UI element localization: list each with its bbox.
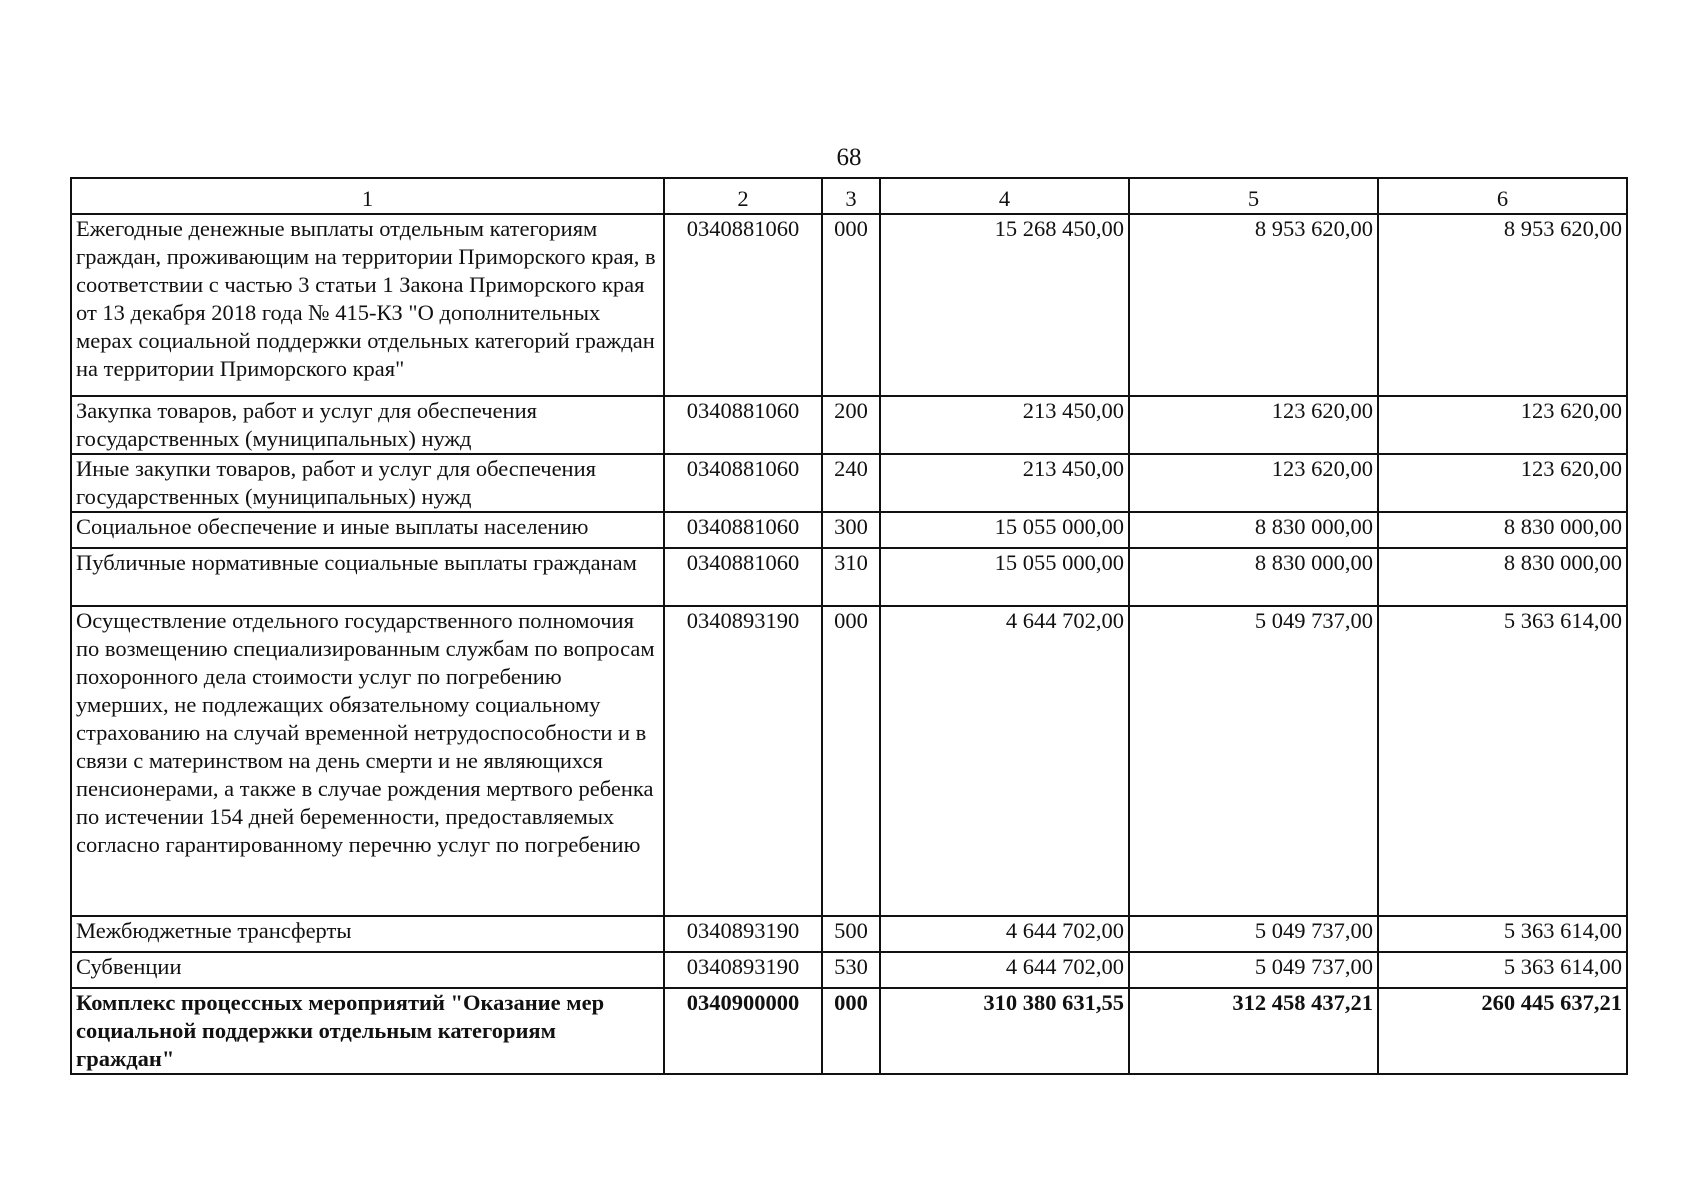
row-value-6: 123 620,00 [1378,396,1627,454]
row-expense-type: 240 [822,454,880,512]
row-code: 0340881060 [664,548,822,606]
row-value-4: 15 055 000,00 [880,512,1129,548]
row-value-6: 5 363 614,00 [1378,916,1627,952]
row-value-6: 8 830 000,00 [1378,512,1627,548]
row-value-5: 5 049 737,00 [1129,952,1378,988]
row-value-6: 5 363 614,00 [1378,606,1627,916]
row-value-4: 213 450,00 [880,396,1129,454]
row-expense-type: 000 [822,214,880,396]
column-number: 5 [1129,178,1378,214]
row-expense-type: 500 [822,916,880,952]
row-value-4: 15 055 000,00 [880,548,1129,606]
column-number: 3 [822,178,880,214]
row-value-5: 8 830 000,00 [1129,512,1378,548]
row-code: 0340881060 [664,454,822,512]
table-row [71,396,1627,454]
table-row [71,916,1627,952]
row-name: Осуществление отдельного государственного полномочия по возмещению специализированным службам по вопросам похоронного дела стоимости услуг по погребению умерших, не подлежащих обязательному социальному страхованию на случай временной нетрудоспособности и в связи с материнством на день смерти и не являющихся пенсионерами, а также в случае рождения мертвого ребенка по истечении 154 дней беременности, предоставляемых согласно гарантированному перечню услуг по погребению [71,606,664,916]
row-expense-type: 530 [822,952,880,988]
row-code: 0340893190 [664,916,822,952]
row-value-5: 123 620,00 [1129,396,1378,454]
row-value-5: 5 049 737,00 [1129,606,1378,916]
row-code: 0340900000 [664,988,822,1074]
table-row [71,214,1627,396]
column-number: 6 [1378,178,1627,214]
budget-table [70,177,1628,1075]
table-row [71,512,1627,548]
column-number: 2 [664,178,822,214]
row-name: Субвенции [71,952,664,988]
row-name: Закупка товаров, работ и услуг для обеспечения государственных (муниципальных) нужд [71,396,664,454]
row-value-6: 8 830 000,00 [1378,548,1627,606]
row-value-6: 123 620,00 [1378,454,1627,512]
row-expense-type: 310 [822,548,880,606]
row-expense-type: 200 [822,396,880,454]
page-number: 68 [836,144,862,171]
row-name: Межбюджетные трансферты [71,916,664,952]
row-value-5: 5 049 737,00 [1129,916,1378,952]
row-name: Ежегодные денежные выплаты отдельным категориям граждан, проживающим на территории Приморского края, в соответствии с частью 3 статьи 1 Закона Приморского края от 13 декабря 2018 года № 415-КЗ "О дополнительных мерах социальной поддержки отдельных категорий граждан на территории Приморского края" [71,214,664,396]
row-code: 0340881060 [664,512,822,548]
column-number: 1 [71,178,664,214]
column-number-row [71,178,1627,214]
row-code: 0340893190 [664,606,822,916]
row-value-6: 8 953 620,00 [1378,214,1627,396]
row-code: 0340881060 [664,214,822,396]
row-value-4: 213 450,00 [880,454,1129,512]
row-value-6: 260 445 637,21 [1378,988,1627,1074]
row-value-4: 4 644 702,00 [880,606,1129,916]
row-expense-type: 300 [822,512,880,548]
row-value-4: 4 644 702,00 [880,952,1129,988]
row-value-5: 123 620,00 [1129,454,1378,512]
table-row [71,606,1627,916]
row-code: 0340881060 [664,396,822,454]
row-expense-type: 000 [822,606,880,916]
row-value-5: 8 953 620,00 [1129,214,1378,396]
row-name: Публичные нормативные социальные выплаты гражданам [71,548,664,606]
row-code: 0340893190 [664,952,822,988]
row-value-4: 4 644 702,00 [880,916,1129,952]
row-value-6: 5 363 614,00 [1378,952,1627,988]
table-row-total [71,988,1627,1074]
row-value-4: 310 380 631,55 [880,988,1129,1074]
table-row [71,952,1627,988]
row-name: Социальное обеспечение и иные выплаты населению [71,512,664,548]
row-value-5: 8 830 000,00 [1129,548,1378,606]
row-value-5: 312 458 437,21 [1129,988,1378,1074]
row-name: Комплекс процессных мероприятий "Оказание мер социальной поддержки отдельным категориям граждан" [71,988,664,1074]
row-name: Иные закупки товаров, работ и услуг для обеспечения государственных (муниципальных) нужд [71,454,664,512]
column-number: 4 [880,178,1129,214]
table-row [71,548,1627,606]
row-expense-type: 000 [822,988,880,1074]
row-value-4: 15 268 450,00 [880,214,1129,396]
table-row [71,454,1627,512]
